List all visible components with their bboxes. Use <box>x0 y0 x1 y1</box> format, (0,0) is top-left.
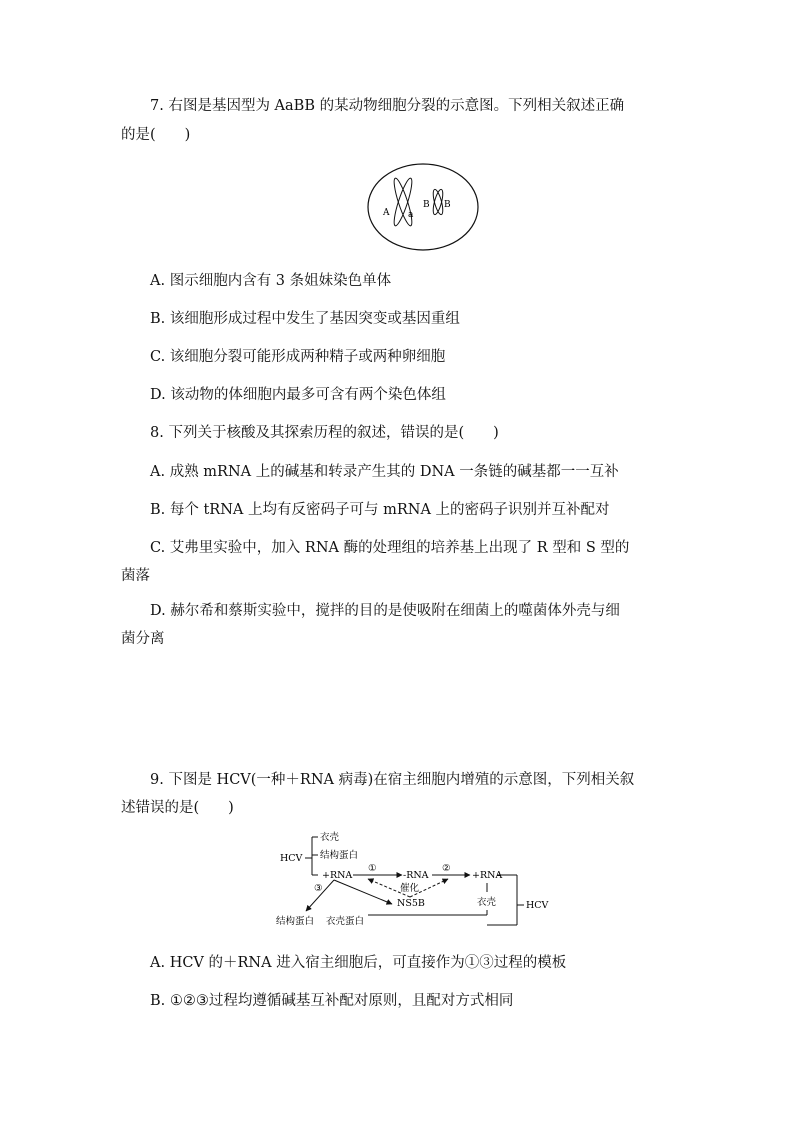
allele-label-B-right: B <box>444 200 451 210</box>
allele-label-B-left: B <box>423 200 430 210</box>
step3-label: ③ <box>314 883 323 894</box>
q8-option-c-line1: C. 艾弗里实验中，加入 RNA 酶的处理组的培养基上出现了 R 型和 S 型的 <box>150 540 630 556</box>
q7-option-d: D. 该动物的体细胞内最多可含有两个染色体组 <box>150 387 446 403</box>
allele-label-a: a <box>408 210 414 220</box>
hcv-label-right: HCV <box>526 900 549 911</box>
minus-rna-label: -RNA <box>403 870 429 881</box>
catalyze-label: 催化 <box>400 883 420 894</box>
cell-division-figure <box>366 162 480 252</box>
structural-protein-2-label: 结构蛋白 <box>276 916 315 927</box>
allele-label-A: A <box>383 208 390 218</box>
step2-label: ② <box>442 863 451 874</box>
q8-option-d-line2: 菌分离 <box>121 631 165 647</box>
chromosome-b-pair <box>431 189 444 216</box>
q9-stem-line2: 述错误的是( ) <box>121 800 234 816</box>
q8-option-d-line1: D. 赫尔希和蔡斯实验中，搅拌的目的是使吸附在细菌上的噬菌体外壳与细 <box>150 603 620 619</box>
hcv-label-left: HCV <box>280 853 303 864</box>
q8-option-b: B. 每个 tRNA 上均有反密码子可与 mRNA 上的密码子识别并互补配对 <box>150 502 610 518</box>
hcv-replication-diagram <box>272 827 562 930</box>
q7-option-c: C. 该细胞分裂可能形成两种精子或两种卵细胞 <box>150 349 446 365</box>
q7-option-a: A. 图示细胞内含有 3 条姐妹染色单体 <box>150 273 392 289</box>
q8-option-a: A. 成熟 mRNA 上的碱基和转录产生其的 DNA 一条链的碱基都一一互补 <box>150 464 619 480</box>
hcv-bracket <box>305 837 318 875</box>
q8-option-c-line2: 菌落 <box>121 568 150 584</box>
step1-label: ① <box>368 863 377 874</box>
plus-rna-2-label: +RNA <box>472 870 503 881</box>
coat-label: 衣壳 <box>320 832 340 843</box>
plus-rna-label: +RNA <box>322 870 353 881</box>
q9-stem-line1: 9. 下图是 HCV(一种＋RNA 病毒)在宿主细胞内增殖的示意图，下列相关叙 <box>150 772 635 788</box>
q7-stem-line2: 的是( ) <box>121 127 191 143</box>
coat-2-label: 衣壳 <box>477 897 497 908</box>
q8-stem: 8. 下列关于核酸及其探索历程的叙述，错误的是( ) <box>150 425 499 441</box>
q7-option-b: B. 该细胞形成过程中发生了基因突变或基因重组 <box>150 311 460 327</box>
structural-protein-label: 结构蛋白 <box>320 850 359 861</box>
q9-option-b: B. ①②③过程均遵循碱基互补配对原则，且配对方式相同 <box>150 993 514 1009</box>
coat-protein-label: 衣壳蛋白 <box>326 916 365 927</box>
q7-stem-line1: 7. 右图是基因型为 AaBB 的某动物细胞分裂的示意图。下列相关叙述正确 <box>150 98 625 114</box>
q9-option-a: A. HCV 的＋RNA 进入宿主细胞后，可直接作为①③过程的模板 <box>150 955 567 971</box>
ns5b-label: NS5B <box>397 898 425 909</box>
